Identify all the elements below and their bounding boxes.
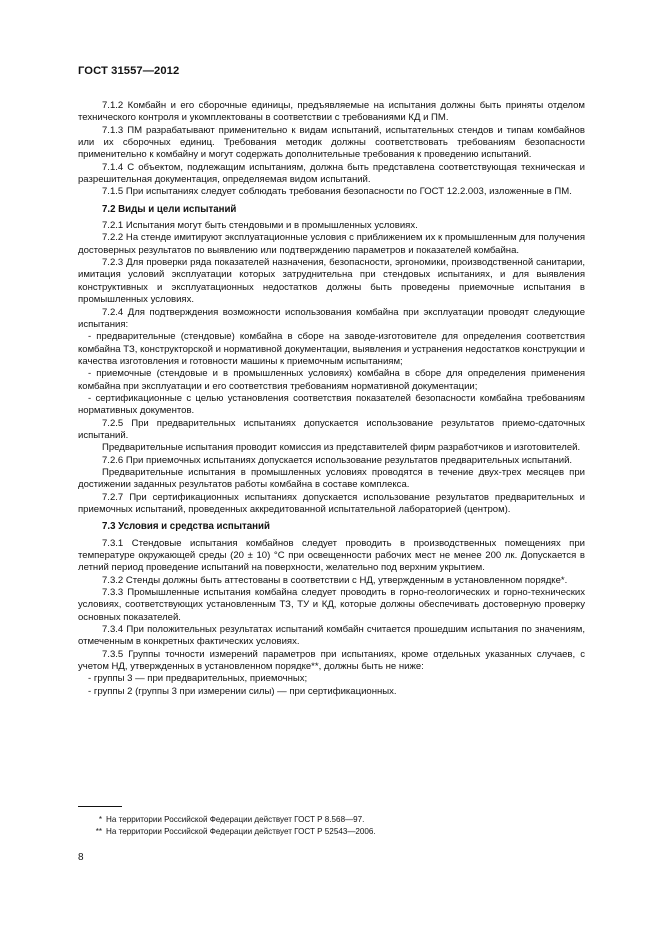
paragraph: 7.2.7 При сертификационных испытаниях допускается использование результатов предварительных и приемочных испытаний, проведенных аккредитованной испытательной лабораторией (центром). — [78, 491, 585, 515]
paragraph: 7.3.1 Стендовые испытания комбайнов следует проводить в производственных помещениях при температуре окружающей среды (20 ± 10) °С при освещенности рабочих мест не менее 200 лк. Допускается в летний период проведение испытаний на поверхности, желательно под верхним укрытием. — [78, 537, 585, 574]
footnote-mark: * — [98, 815, 102, 824]
paragraph: 7.3.5 Группы точности измерений параметров при испытаниях, кроме отдельных указанных случаев, с учетом НД, утвержденных в установленном порядке**, должны быть не ниже: — [78, 648, 585, 673]
page-number: 8 — [78, 852, 84, 863]
footnote-text: На территории Российской Федерации действует ГОСТ Р 8.568—97. — [106, 815, 365, 824]
paragraph: Предварительные испытания проводит комиссия из представителей фирм разработчиков и изготовителей. — [102, 442, 581, 454]
paragraph: 7.3.4 При положительных результатах испытаний комбайн считается прошедшим испытания по значениям, отмеченным в конкретных фактических условиях. — [78, 624, 585, 648]
list-item: - группы 3 — при предварительных, приемочных; — [88, 673, 308, 685]
footnote — [78, 826, 585, 837]
paragraph: 7.1.3 ПМ разрабатывают применительно к видам испытаний, испытательных стендов и типам комбайнов или их сборочных единиц. Требования методик должны соответствовать требованиям безопасности применительно к комбайну и могут содержать дополнительные требования к проведению испытаний. — [78, 124, 585, 161]
paragraph: Предварительные испытания в промышленных условиях проводятся в течение двух-трех месяцев при достижении заданных результатов работы комбайна в составе комплекса. — [78, 466, 585, 491]
paragraph: 7.1.4 С объектом, подлежащим испытаниям, должна быть представлена соответствующая техническая и разрешительная документация, определяемая видом испытаний. — [78, 161, 585, 186]
document-body — [78, 100, 585, 698]
paragraph: 7.3.3 Промышленные испытания комбайна следует проводить в горно-геологических и горно-технических условиях, соответствующих установленным ТЗ, ТУ и КД, которые должны обеспечивать достоверную проверку основных показателей. — [78, 587, 585, 623]
paragraph: 7.2.2 На стенде имитируют эксплуатационные условия с приближением их к промышленным для получения достоверных результатов по выявлению или подтверждению параметров и показателей комбайна. — [78, 232, 585, 256]
section-heading: 7.3 Условия и средства испытаний — [102, 521, 270, 533]
paragraph: 7.3.2 Стенды должны быть аттестованы в соответствии с НД, утвержденным в установленном порядке*. — [102, 574, 568, 586]
list-item: - сертификационные с целью установления соответствия показателей безопасности комбайна требованиям нормативных документов. — [78, 392, 585, 417]
footnote-divider — [78, 806, 122, 807]
footnote — [78, 814, 585, 825]
paragraph: 7.2.3 Для проверки ряда показателей назначения, безопасности, эргономики, производственной санитарии, имитация условий эксплуатации которых затруднительна при стендовых испытаниях, и для выявления конструктивных и эксплуатационных недостатков должны быть проведены приемочные испытания в промышленных условиях. — [78, 257, 585, 306]
footnote-mark: ** — [95, 827, 102, 836]
list-item: - приемочные (стендовые и в промышленных условиях) комбайна в сборе для определения применения комбайна при эксплуатации и его соответствия требованиям нормативной документации; — [78, 368, 585, 392]
footnote-text: На территории Российской Федерации действует ГОСТ Р 52543—2006. — [106, 827, 376, 836]
paragraph: 7.2.1 Испытания могут быть стендовыми и в промышленных условиях. — [102, 220, 418, 232]
paragraph: 7.1.5 При испытаниях следует соблюдать требования безопасности по ГОСТ 12.2.003, изложенные в ПМ. — [102, 186, 572, 198]
section-heading: 7.2 Виды и цели испытаний — [102, 203, 237, 215]
list-item: - предварительные (стендовые) комбайна в сборе на заводе-изготовителе для определения соответствия комбайна ТЗ, конструкторской и нормативной документации, выявления и устранения недостатков конструкции и качества изготовления и готовности машины к приемочным испытаниям; — [78, 331, 585, 367]
paragraph: 7.2.6 При приемочных испытаниях допускается использование результатов предварительных испытаний. — [102, 454, 573, 466]
paragraph: 7.2.4 Для подтверждения возможности использования комбайна при эксплуатации проводят следующие испытания: — [78, 306, 585, 330]
document-header: ГОСТ 31557—2012 — [78, 65, 180, 77]
list-item: - группы 2 (группы 3 при измерении силы) — при сертификационных. — [88, 685, 397, 697]
paragraph: 7.1.2 Комбайн и его сборочные единицы, предъявляемые на испытания должны быть приняты отделом технического контроля и укомплектованы в соответствии с требованиями КД и ПМ. — [78, 100, 585, 124]
paragraph: 7.2.5 При предварительных испытаниях допускается использование результатов приемо-сдаточных испытаний. — [78, 417, 585, 441]
